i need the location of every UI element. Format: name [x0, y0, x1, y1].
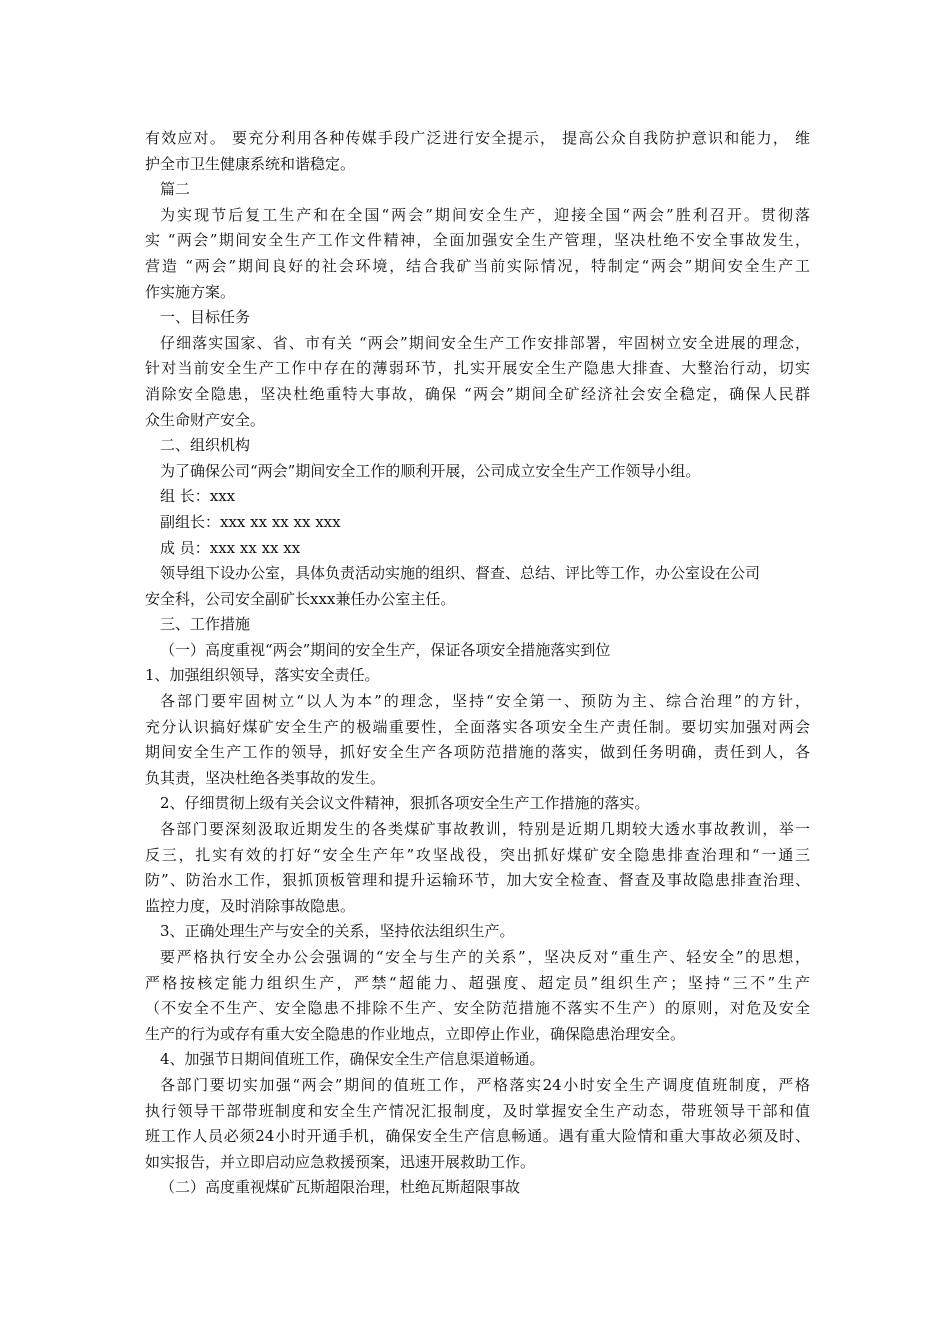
text-line: 负其责，坚决杜绝各类事故的发生。 — [145, 768, 386, 787]
text-line: 充分认识搞好煤矿安全生产的极端重要性，全面落实各项安全生产责任制。要切实加强对两会 — [145, 717, 810, 736]
text-line: 严格按核定能力组织生产，严禁“超能力、超强度、超定员”组织生产；坚持“三不”生产 — [145, 973, 810, 992]
text-line: 安全科，公司安全副矿长xxx兼任办公室主任。 — [145, 589, 456, 608]
text-line: 各部门要牢固树立“以人为本”的理念，坚持“安全第一、预防为主、综合治理”的方针， — [160, 692, 810, 711]
text-line: 监控力度，及时消除事故隐患。 — [145, 896, 356, 915]
text-line: 一、目标任务 — [160, 308, 251, 327]
text-line: （不安全不生产、安全隐患不排除不生产、安全防范措施不落实不生产）的原则，对危及安全 — [145, 999, 810, 1018]
text-line: 三、工作措施 — [160, 615, 251, 634]
text-line: 针对当前安全生产工作中存在的薄弱环节，扎实开展安全生产隐患大排查、大整治行动，切实 — [145, 359, 810, 378]
text-line: 各部门要切实加强“两会”期间的值班工作，严格落实24小时安全生产调度值班制度，严格 — [160, 1075, 810, 1094]
text-line: 实 “两会”期间安全生产工作文件精神，全面加强安全生产管理，坚决杜绝不安全事故发生， — [145, 231, 810, 250]
text-line: 班工作人员必须24小时开通手机，确保安全生产信息畅通。遇有重大险情和重大事故必须及时、 — [145, 1127, 810, 1146]
text-line: 成 员：xxx xx xx xx — [160, 538, 301, 557]
text-line: 众生命财产安全。 — [145, 410, 266, 429]
text-line: 如实报告，并立即启动应急救援预案，迅速开展救助工作。 — [145, 1152, 536, 1171]
text-line: 生产的行为或存有重大安全隐患的作业地点，立即停止作业，确保隐患治理安全。 — [145, 1024, 686, 1043]
text-line: 反三，扎实有效的打好“安全生产年”攻坚战役，突出抓好煤矿安全隐患排查治理和“一通三 — [145, 845, 810, 864]
text-line: 有效应对。 要充分利用各种传媒手段广泛进行安全提示， 提高公众自我防护意识和能力， 维 — [145, 129, 810, 147]
text-line: （一）高度重视“两会”期间的安全生产，保证各项安全措施落实到位 — [160, 640, 611, 659]
text-line: 防”、防治水工作，狠抓顶板管理和提升运输环节，加大安全检查、督查及事故隐患排查治理、 — [145, 871, 810, 890]
text-line: 营造 “两会”期间良好的社会环境，结合我矿当前实际情况，特制定“两会”期间安全生产工 — [145, 256, 810, 275]
text-line: （二）高度重视煤矿瓦斯超限治理，杜绝瓦斯超限事故 — [160, 1178, 521, 1197]
text-line: 组 长：xxx — [160, 487, 236, 506]
text-line: 期间安全生产工作的领导，抓好安全生产各项防范措施的落实，做到任务明确，责任到人，各 — [145, 743, 810, 762]
text-line: 4、加强节日期间值班工作，确保安全生产信息渠道畅通。 — [160, 1050, 545, 1069]
text-line: 仔细落实国家、省、市有关 “两会”期间安全生产工作安排部署，牢固树立安全进展的理念， — [160, 333, 810, 352]
text-line: 篇二 — [160, 180, 191, 199]
text-line: 副组长：xxx xx xx xx xxx — [160, 512, 341, 531]
text-line: 领导组下设办公室，具体负责活动实施的组织、督查、总结、评比等工作，办公室设在公司 — [160, 564, 761, 583]
text-line: 3、正确处理生产与安全的关系，坚持依法组织生产。 — [160, 922, 515, 941]
text-line: 为实现节后复工生产和在全国“两会”期间安全生产，迎接全国“两会”胜利召开。贯彻落 — [160, 205, 810, 224]
text-line: 消除安全隐患，坚决杜绝重特大事故，确保 “两会”期间全矿经济社会安全稳定，确保人民群 — [145, 384, 810, 403]
text-line: 二、组织机构 — [160, 436, 251, 455]
text-line: 为了确保公司“两会”期间安全工作的顺利开展，公司成立安全生产工作领导小组。 — [160, 461, 701, 480]
text-line: 作实施方案。 — [145, 282, 236, 301]
text-line: 要严格执行安全办公会强调的“安全与生产的关系”，坚决反对“重生产、轻安全”的思想， — [160, 948, 810, 966]
text-line: 1、加强组织领导，落实安全责任。 — [145, 666, 380, 685]
text-line: 护全市卫生健康系统和谐稳定。 — [145, 154, 356, 173]
text-line: 2、仔细贯彻上级有关会议文件精神，狠抓各项安全生产工作措施的落实。 — [160, 794, 650, 813]
text-line: 执行领导干部带班制度和安全生产情况汇报制度，及时掌握安全生产动态，带班领导干部和值 — [145, 1101, 810, 1120]
document-body — [145, 126, 810, 1201]
text-line: 各部门要深刻汲取近期发生的各类煤矿事故教训，特别是近期几期较大透水事故教训，举一 — [160, 820, 810, 839]
